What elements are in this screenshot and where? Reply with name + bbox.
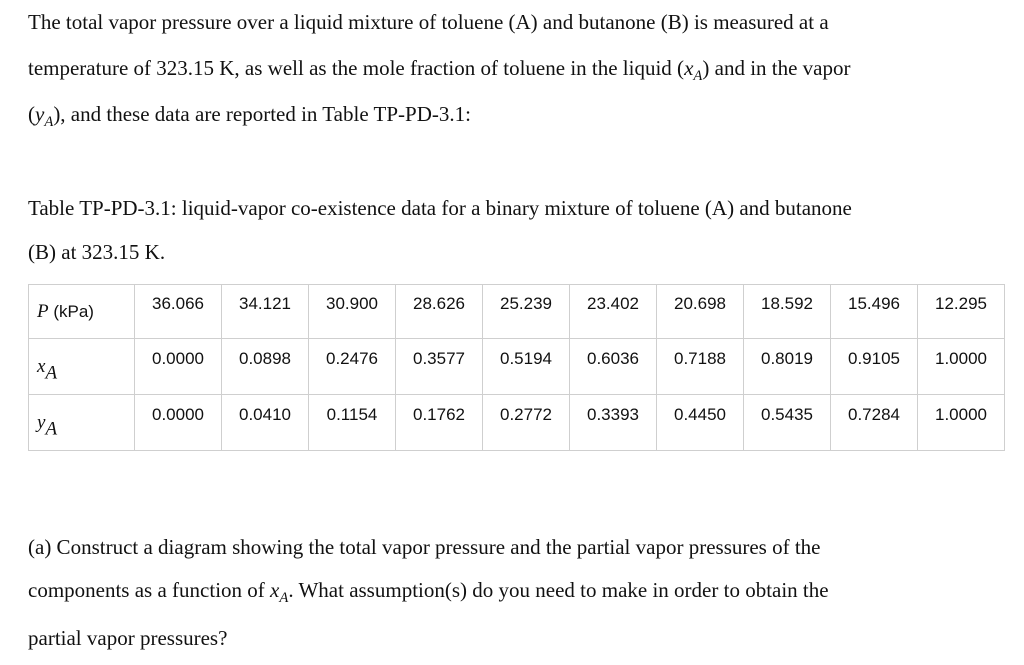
question-line-2 [28, 578, 829, 607]
table-cell: 0.2772 [483, 395, 570, 451]
question-var-xa-sub: A [279, 590, 289, 607]
table-cell: 12.295 [918, 285, 1005, 339]
caption-line-2: (B) at 323.15 K. [28, 240, 166, 264]
var-ya-letter: y [35, 102, 45, 126]
vapor-fraction-row [29, 395, 1005, 451]
question-var-xa-letter: x [270, 578, 280, 602]
table-cell: 25.239 [483, 285, 570, 339]
var-ya-sub: A [44, 114, 54, 131]
question-line-2-tail: . What assumption(s) do you need to make in order to obtain the [288, 578, 829, 602]
row-header [29, 339, 135, 395]
intro-line-3-tail: ), and these data are reported in Table TP-PD-3.1: [53, 102, 471, 126]
intro-line-2 [28, 56, 851, 85]
row-symbol-sub: A [45, 418, 58, 440]
liquid-fraction-row [29, 339, 1005, 395]
var-ya [35, 102, 54, 131]
row-symbol: P [37, 300, 49, 322]
table-cell: 15.496 [831, 285, 918, 339]
table-cell: 36.066 [135, 285, 222, 339]
data-table-body [29, 285, 1005, 451]
caption-line-1: Table TP-PD-3.1: liquid-vapor co-existence data for a binary mixture of toluene (A) and butanone [28, 196, 852, 220]
intro-line-1: The total vapor pressure over a liquid mixture of toluene (A) and butanone (B) is measured at a [28, 10, 829, 34]
table-cell: 0.0410 [222, 395, 309, 451]
table-cell: 0.0000 [135, 339, 222, 395]
table-cell: 0.1762 [396, 395, 483, 451]
row-symbol: x [37, 355, 46, 377]
table-cell: 18.592 [744, 285, 831, 339]
table-cell: 0.7188 [657, 339, 744, 395]
table-cell: 0.1154 [309, 395, 396, 451]
table-cell: 0.2476 [309, 339, 396, 395]
table-cell: 0.6036 [570, 339, 657, 395]
table-cell: 0.0000 [135, 395, 222, 451]
question-line-3: partial vapor pressures? [28, 626, 228, 650]
table-cell: 0.5435 [744, 395, 831, 451]
intro-line-2-text: temperature of 323.15 K, as well as the mole fraction of toluene in the liquid ( [28, 56, 685, 80]
intro-line-3-open: ( [28, 102, 35, 126]
table-cell: 0.3393 [570, 395, 657, 451]
row-header [29, 285, 135, 339]
row-header [29, 395, 135, 451]
table-cell: 28.626 [396, 285, 483, 339]
table-cell: 0.0898 [222, 339, 309, 395]
table-cell: 0.9105 [831, 339, 918, 395]
table-cell: 1.0000 [918, 339, 1005, 395]
row-symbol-sub: A [45, 362, 58, 384]
table-cell: 0.5194 [483, 339, 570, 395]
question-line-2-text: components as a function of [28, 578, 271, 602]
table-cell: 0.7284 [831, 395, 918, 451]
intro-line-3 [28, 102, 471, 131]
pressure-row [29, 285, 1005, 339]
table-cell: 1.0000 [918, 395, 1005, 451]
row-symbol: y [37, 411, 46, 433]
table-cell: 0.8019 [744, 339, 831, 395]
var-xa-sub: A [693, 68, 703, 85]
table-cell: 20.698 [657, 285, 744, 339]
row-unit: (kPa) [48, 301, 94, 321]
table-cell: 0.4450 [657, 395, 744, 451]
table-cell: 23.402 [570, 285, 657, 339]
intro-line-2-tail: ) and in the vapor [702, 56, 851, 80]
table-cell: 34.121 [222, 285, 309, 339]
data-table [28, 284, 1005, 451]
table-cell: 0.3577 [396, 339, 483, 395]
question-var-xa [270, 578, 289, 607]
table-cell: 30.900 [309, 285, 396, 339]
var-xa-letter: x [684, 56, 694, 80]
question-line-1: (a) Construct a diagram showing the total vapor pressure and the partial vapor pressures of the [28, 535, 821, 559]
var-xa [684, 56, 703, 85]
